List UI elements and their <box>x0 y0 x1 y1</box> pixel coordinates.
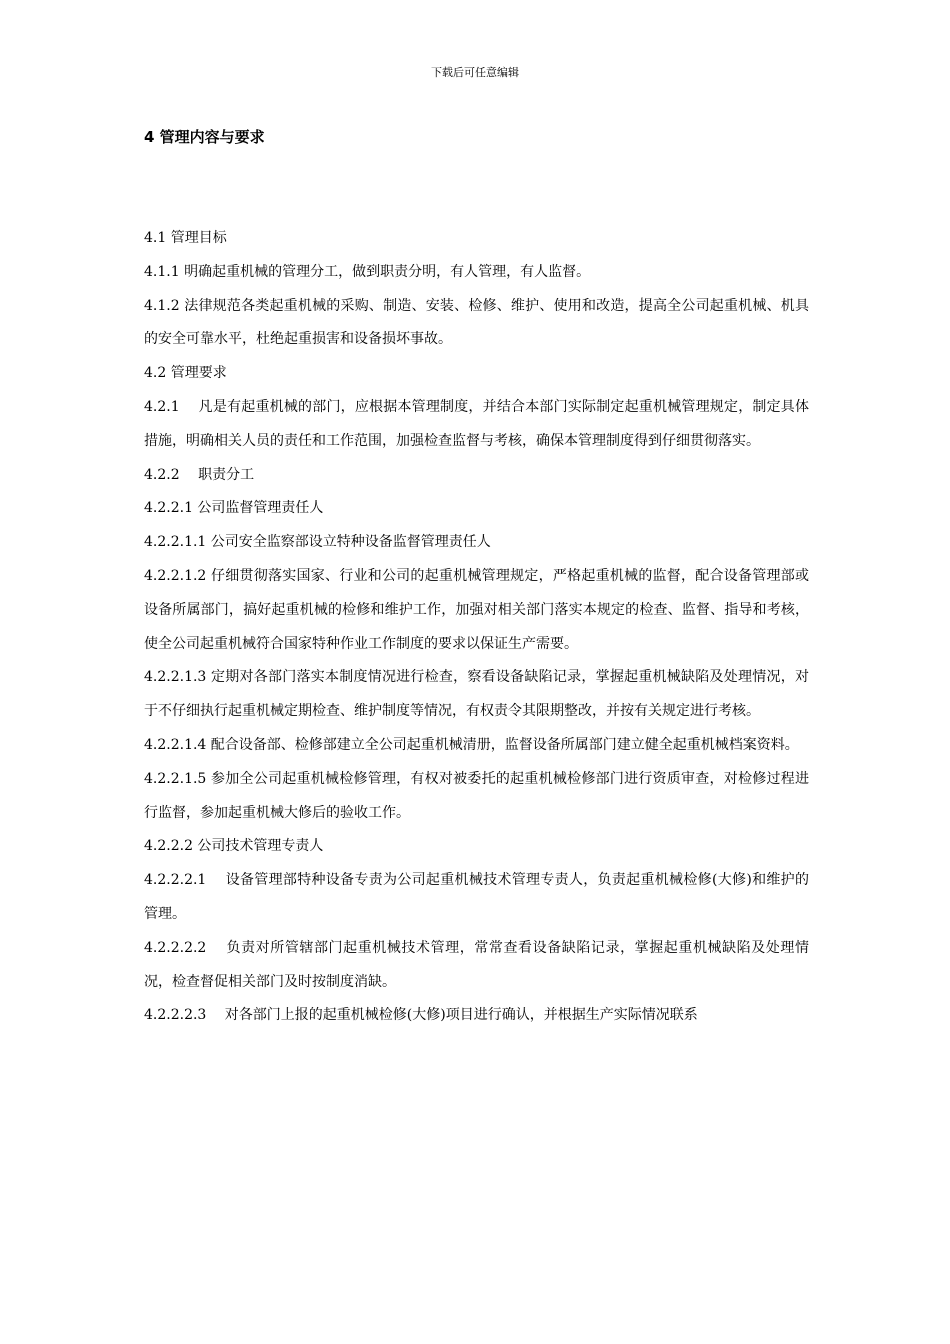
paragraph-4-2-1: 4.2.1 凡是有起重机械的部门，应根据本管理制度，并结合本部门实际制定起重机械管理规定，制定具体措施，明确相关人员的责任和工作范围，加强检查监督与考核，确保本管理制度得到仔细贯彻落实。 <box>144 398 809 449</box>
paragraph-4-2-2-2-3: 4.2.2.2.3 对各部门上报的起重机械检修(大修)项目进行确认，并根据生产实际情况联系 <box>144 1007 698 1024</box>
paragraph-4-1-2: 4.1.2 法律规范各类起重机械的采购、制造、安装、检修、维护、使用和改造，提高全公司起重机械、机具的安全可靠水平，杜绝起重损害和设备损坏事故。 <box>144 297 809 348</box>
paragraph-4-2-2-1-3: 4.2.2.1.3 定期对各部门落实本制度情况进行检查，察看设备缺陷记录，掌握起重机械缺陷及处理情况，对于不仔细执行起重机械定期检查、维护制度等情况，有权责令其限期整改，并按有关规定进行考核。 <box>144 669 809 720</box>
page-header: 下载后可任意编辑 <box>431 66 519 79</box>
paragraph-4-1-1: 4.1.1 明确起重机械的管理分工，做到职责分明，有人管理，有人监督。 <box>144 263 591 280</box>
heading-4-1: 4.1 管理目标 <box>144 230 227 246</box>
section-title: 4 管理内容与要求 <box>144 128 265 146</box>
paragraph-4-2-2-1-4: 4.2.2.1.4 配合设备部、检修部建立全公司起重机械清册，监督设备所属部门建立健全起重机械档案资料。 <box>144 736 799 753</box>
paragraph-4-2-2-1-1: 4.2.2.1.1 公司安全监察部设立特种设备监督管理责任人 <box>144 534 491 551</box>
paragraph-4-2-2-2-1: 4.2.2.2.1 设备管理部特种设备专责为公司起重机械技术管理专责人，负责起重机械检修(大修)和维护的管理。 <box>144 872 809 922</box>
paragraph-4-2-2-1-5: 4.2.2.1.5 参加全公司起重机械检修管理，有权对被委托的起重机械检修部门进行资质审查，对检修过程进行监督，参加起重机械大修后的验收工作。 <box>144 770 809 821</box>
document-body <box>144 222 809 1033</box>
paragraph-4-2-2-1-2: 4.2.2.1.2 仔细贯彻落实国家、行业和公司的起重机械管理规定，严格起重机械的监督，配合设备管理部或设备所属部门，搞好起重机械的检修和维护工作，加强对相关部门落实本规定的检查、监督、指导和考核，使全公司起重机械符合国家特种作业工作制度的要求以保证生产需要。 <box>144 567 809 652</box>
heading-4-2-2: 4.2.2 职责分工 <box>144 466 255 483</box>
heading-4-2-2-1: 4.2.2.1 公司监督管理责任人 <box>144 500 324 517</box>
heading-4-2: 4.2 管理要求 <box>144 365 227 382</box>
paragraph-4-2-2-2-2: 4.2.2.2.2 负责对所管辖部门起重机械技术管理，常常查看设备缺陷记录，掌握起重机械缺陷及处理情况，检查督促相关部门及时按制度消缺。 <box>144 939 809 990</box>
heading-4-2-2-2: 4.2.2.2 公司技术管理专责人 <box>144 838 324 855</box>
